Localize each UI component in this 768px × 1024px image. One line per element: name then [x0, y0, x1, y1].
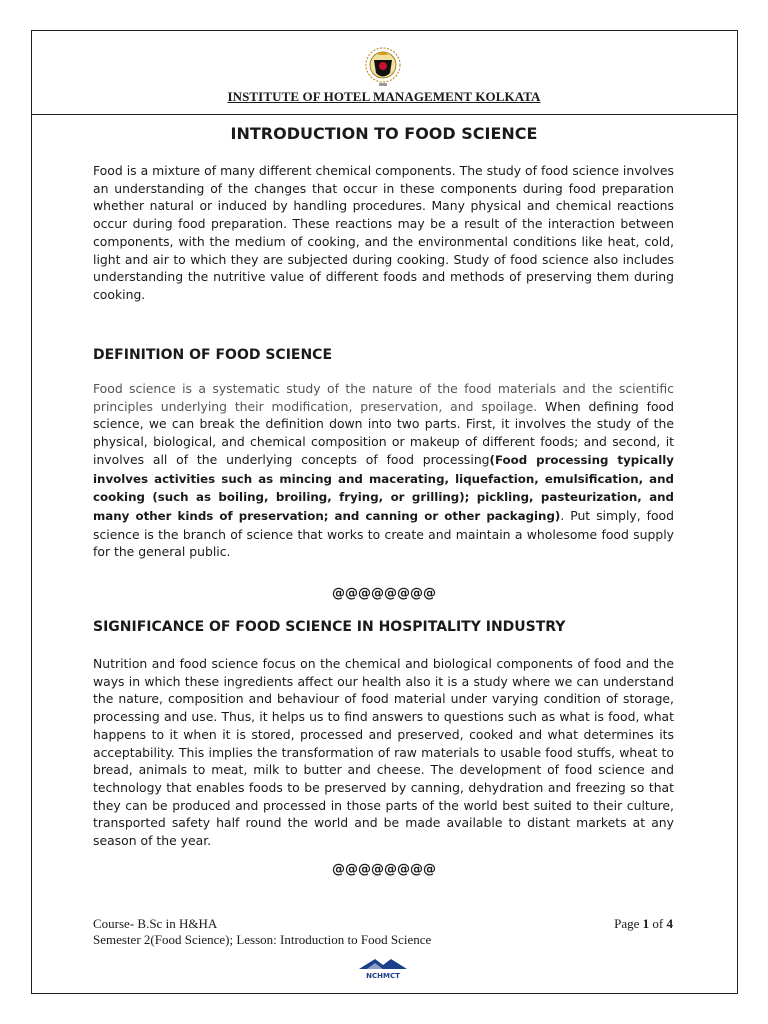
section-separator-end: @@@@@@@@ [332, 862, 436, 877]
page-title: INTRODUCTION TO FOOD SCIENCE [230, 124, 538, 143]
nchmct-logo-icon [353, 954, 413, 980]
definition-paragraph [93, 380, 674, 561]
page-of: of [649, 916, 667, 931]
page-prefix: Page [614, 916, 643, 931]
significance-heading: SIGNIFICANCE OF FOOD SCIENCE IN HOSPITALITY INDUSTRY [93, 619, 566, 635]
logo-text: NCHMCT [366, 972, 400, 980]
institute-emblem-icon [357, 43, 409, 95]
page-total: 4 [666, 916, 673, 931]
definition-processing-note: (Food processing typically involves activities such as mincing and macerating, liquefaction, emulsification, and cooking (such as boiling, broiling, frying, or grilling); pickling, pasteurization, and many other kinds of preservation; and canning or other packaging) [93, 452, 674, 523]
definition-lead: Food science is a systematic study of the nature of the food materials and the scientific principles underlying their modification, preservation, and spoilage. [93, 381, 674, 414]
header-divider [31, 114, 738, 115]
definition-body: When defining food science, we can break the definition down into two parts. First, it involves the study of the physical, biological, and chemical composition or makeup of different foods; and second, it involves all of the underlying concepts of food processing [93, 398, 674, 467]
page-current: 1 [642, 916, 650, 931]
footer-semester: Semester 2(Food Science); Lesson: Introduction to Food Science [93, 932, 432, 947]
footer-page-number [614, 916, 673, 932]
institute-name: INSTITUTE OF HOTEL MANAGEMENT KOLKATA [227, 89, 541, 104]
definition-heading: DEFINITION OF FOOD SCIENCE [93, 347, 333, 363]
significance-paragraph: Nutrition and food science focus on the chemical and biological components of food and the ways in which these ingredients affect our health also it is a study where we can understand the nature, composition and behaviour of food material under varying condition of storage, processing and use. Thus, it helps us to find answers to questions such as what is food, what happens to it when it is stored, processed and preserved, cooked and what determines its acceptability. This implies the transformation of raw materials to usable food stuffs, wheat to bread, animals to meat, milk to butter and cheese. The development of food science and technology that enables foods to be preserved by canning, dehydration and freezing so that they can be produced and processed in those parts of the world best suited to their culture, transported safety half round the world and be made available to distant markets at any season of the year. [93, 656, 674, 849]
section-separator: @@@@@@@@ [332, 586, 436, 601]
footer-course: Course- B.Sc in H&HA [93, 916, 218, 931]
definition-end: . Put simply, food science is the branch of science that works to create and maintain a wholesome food supply for the general public. [93, 507, 674, 560]
intro-paragraph: Food is a mixture of many different chemical components. The study of food science involves an understanding of the changes that occur in these components during food preparation whether natural or induced by handling procedures. Many physical and chemical reactions occur during food preparation. These reactions may be a result of the interaction between components, with the medium of cooking, and the environmental conditions like heat, cold, light and air to which they are subjected during cooking. Study of food science also includes understanding the nutritive value of different foods and methods of preserving them during cooking. [93, 163, 674, 302]
